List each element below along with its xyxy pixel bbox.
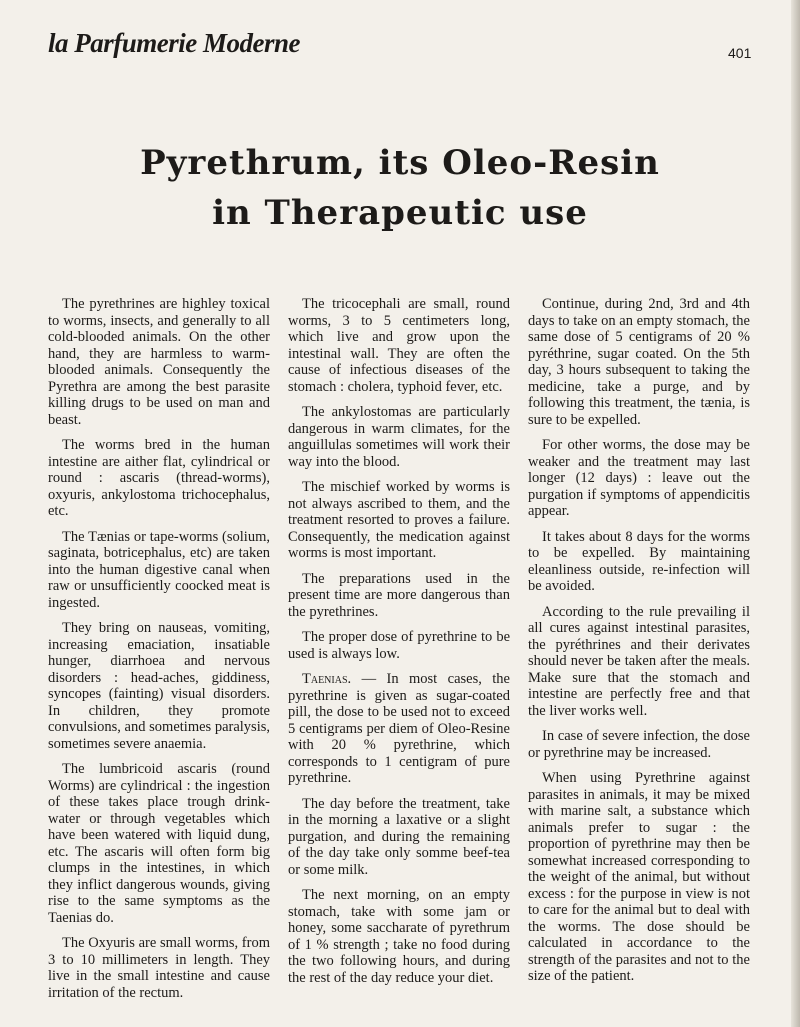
paragraph: The tricocephali are small, round worms, 3 to 5 centimeters long, which live and grow upon the intestinal wall. They are often the cause of infectious diseases of the stomach : cholera, typhoid fever, etc. — [288, 296, 510, 395]
paragraph: Taenias. — In most cases, the pyrethrine is given as sugar-coated pill, the dose to be used not to exceed 5 centigrams per diem of Oleo-Resine with 20 % pyrethrine, which corresponds to 1 centigram of pure pyrethrine. — [288, 671, 510, 786]
paragraph: The day before the treatment, take in the morning a laxative or a slight purgation, and during the remaining of the day take only somme beef-tea or some milk. — [288, 795, 510, 878]
paragraph: The lumbricoid ascaris (round Worms) are cylindrical : the ingestion of these takes place trough drink-water or through vegetables which have been watered with liquid dung, etc. The ascaris will often form big clumps in the intestines, in which they inflict dangerous wounds, giving rise to the same symptoms as the Taenias do. — [48, 761, 270, 926]
paragraph: It takes about 8 days for the worms to be expelled. By maintaining eleanliness outside, re-infection will be avoided. — [528, 528, 750, 594]
paragraph: The ankylostomas are particularly dangerous in warm climates, for the anguillulas sometimes will work their way into the blood. — [288, 404, 510, 470]
paragraph: The mischief worked by worms is not always ascribed to them, and the treatment resorted to proves a failure. Consequently, the medication against worms is most important. — [288, 479, 510, 561]
paragraph: The pyrethrines are highley toxical to worms, insects, and generally to all cold-blooded animals. On the other hand, they are harmless to warm-blooded animals. Consequently the Pyrethra are among the best parasite killing drugs to be used on man and beast. — [48, 296, 270, 428]
section-label-taenias: Taenias. — [302, 671, 352, 687]
article-title-line-1: Pyrethrum, its Oleo-Resin — [140, 143, 660, 183]
paragraph: When using Pyrethrine against parasites in animals, it may be mixed with marine salt, a substance which animals prefer to sugar : the proportion of pyrethrine may then be somewhat increased corresponding to the weight of the animal, but without excess : for the purpose in view is not to care for the animal but to deal with the worms. The dose should be calculated in accordance to the strength of the parasites and not to the size of the patient. — [528, 770, 750, 984]
text-column-1 — [48, 296, 270, 1010]
article-title — [0, 138, 800, 238]
paragraph: The next morning, on an empty stomach, take with some jam or honey, some saccharate of pyrethrum of 1 % strength ; take no food during the two following hours, and during the rest of the day reduce your diet. — [288, 887, 510, 986]
paragraph: The worms bred in the human intestine are aither flat, cylindrical or round : ascaris (thread-worms), oxyuris, ankylostoma trichocephalus, etc. — [48, 437, 270, 519]
paragraph: Continue, during 2nd, 3rd and 4th days to take on an empty stomach, the same dose of 5 centigrams of 20 % pyréthrine, sugar coated. On the 5th day, 3 hours subsequent to taking the medicine, take a purge, and by following this treatment, the tænia, is sure to be expelled. — [528, 296, 750, 428]
paragraph: They bring on nauseas, vomiting, increasing emaciation, insatiable hunger, diarrhoea and nervous disorders : head-aches, giddiness, syncopes (fainting) visual disorders. In children, they promote convulsions, and sometimes paralysis, sometimes severe anaemia. — [48, 620, 270, 752]
paragraph: The proper dose of pyrethrine to be used is always low. — [288, 629, 510, 662]
paragraph: In case of severe infection, the dose or pyrethrine may be increased. — [528, 728, 750, 761]
paragraph: According to the rule prevailing il all cures against intestinal parasites, the pyréthrines and their derivates should never be taken after the meals. Make sure that the stomach and intestine are perfectly free and that the liver works well. — [528, 603, 750, 719]
magazine-masthead: la Parfumerie Moderne — [48, 28, 300, 58]
text-column-2 — [288, 296, 510, 995]
paragraph: The preparations used in the present time are more dangerous than the pyrethrines. — [288, 570, 510, 620]
article-title-line-2: in Therapeutic use — [212, 193, 588, 233]
page-number: 401 — [728, 45, 752, 61]
text-column-3 — [528, 296, 750, 994]
paragraph: The Tænias or tape-worms (solium, saginata, botricephalus, etc) are taken into the human digestive canal when raw or unsufficiently coocked meat is ingested. — [48, 528, 270, 611]
paragraph: For other worms, the dose may be weaker and the treatment may last longer (12 days) : leave out the purgation if symptoms of appendicitis appear. — [528, 437, 750, 519]
paragraph: The Oxyuris are small worms, from 3 to 10 millimeters in length. They live in the small intestine and cause irritation of the rectum. — [48, 935, 270, 1001]
